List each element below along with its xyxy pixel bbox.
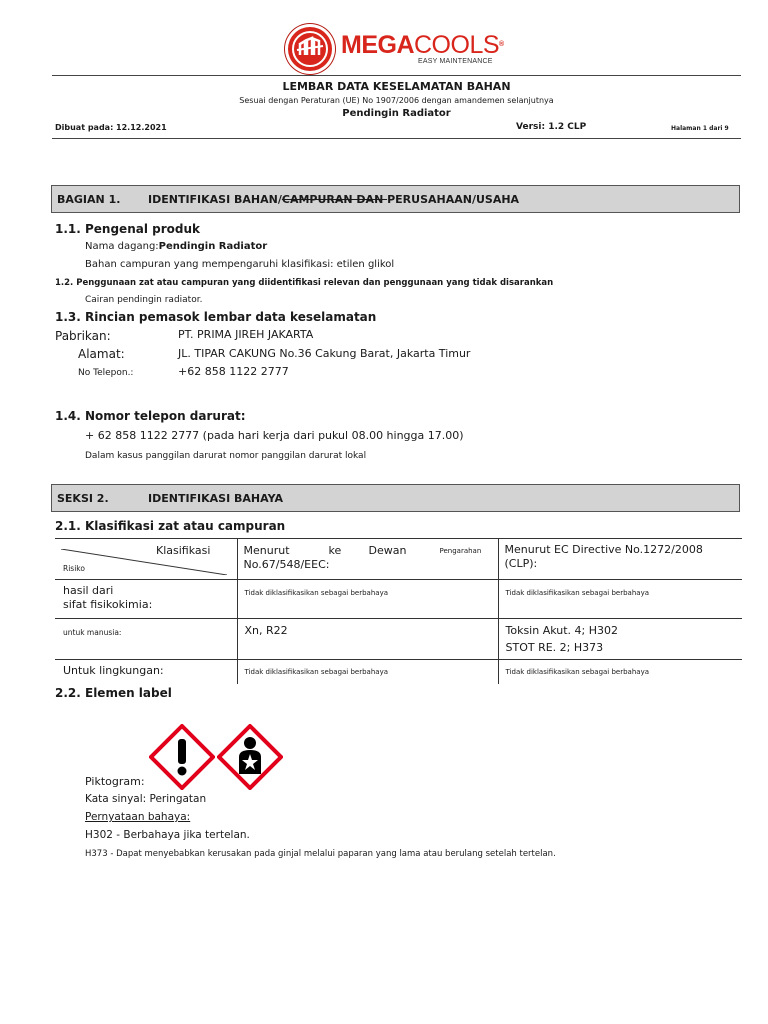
brand-name: MEGACOOLS®: [341, 31, 504, 59]
table-row: untuk manusia: Xn, R22 Toksin Akut. 4; H302 STOT RE. 2; H373: [55, 619, 742, 660]
s14-heading: 1.4. Nomor telepon darurat:: [55, 409, 246, 423]
table-head-col3: Menurut EC Directive No.1272/2008 (CLP):: [498, 539, 742, 580]
s13-heading: 1.3. Rincian pemasok lembar data keselamatan: [55, 310, 377, 324]
section-1-header: BAGIAN 1. IDENTIFIKASI BAHAN/CAMPURAN DAN PERUSAHAAN/USAHA: [51, 185, 740, 213]
section-1-title: IDENTIFIKASI BAHAN/CAMPURAN DAN PERUSAHAAN/USAHA: [148, 193, 520, 206]
hazard-statement-heading: Pernyataan bahaya:: [85, 811, 191, 823]
regulation-note: Sesuai dengan Peraturan (UE) No 1907/2006 dengan amandemen selanjutnya: [239, 96, 554, 105]
maker-value: PT. PRIMA JIREH JAKARTA: [178, 328, 314, 341]
section-2-title: IDENTIFIKASI BAHAYA: [148, 492, 284, 505]
brand-tagline: EASY MAINTENANCE: [418, 58, 493, 65]
address-label: Alamat:: [78, 347, 125, 361]
brand-logo: [285, 24, 510, 74]
header-divider-bottom: [52, 138, 741, 139]
s11-heading: 1.1. Pengenal produk: [55, 222, 200, 236]
classification-table: [55, 538, 742, 684]
header-divider-top: [52, 75, 741, 76]
s22-heading: 2.2. Elemen label: [55, 686, 172, 700]
address-value: JL. TIPAR CAKUNG No.36 Cakung Barat, Jakarta Timur: [178, 347, 471, 360]
document-title: LEMBAR DATA KESELAMATAN BAHAN: [282, 80, 511, 93]
hazard-statement-h302: H302 - Berbahaya jika tertelan.: [85, 829, 250, 841]
maker-label: Pabrikan:: [55, 329, 111, 343]
table-header-row: [55, 539, 742, 580]
exclamation-mark-icon: [149, 724, 215, 790]
pictogram-label: Piktogram:: [85, 775, 145, 788]
product-name: Pendingin Radiator: [342, 108, 451, 119]
megacools-logo-icon: [285, 24, 335, 74]
hazard-statement-h373: H373 - Dapat menyebabkan kerusakan pada ginjal melalui paparan yang lama atau berulang setelah tertelan.: [85, 849, 556, 859]
mixture-note: Bahan campuran yang mempengaruhi klasifikasi: etilen glikol: [85, 259, 395, 270]
section-2-header: SEKSI 2. IDENTIFIKASI BAHAYA: [51, 484, 740, 512]
emergency-note: Dalam kasus panggilan darurat nomor panggilan darurat lokal: [85, 451, 367, 461]
table-row: Untuk lingkungan: Tidak diklasifikasikan sebagai berbahaya Tidak diklasifikasikan sebagai berbahaya: [55, 660, 742, 685]
phone-value: +62 858 1122 2777: [178, 365, 289, 378]
version-label: Versi: 1.2 CLP: [516, 122, 587, 132]
s21-heading: 2.1. Klasifikasi zat atau campuran: [55, 519, 286, 533]
health-hazard-icon: [217, 724, 283, 790]
phone-label: No Telepon.:: [78, 368, 134, 378]
use-text: Cairan pendingin radiator.: [85, 295, 203, 305]
trade-name: Nama dagang:Pendingin Radiator: [85, 241, 268, 252]
signal-word: Kata sinyal: Peringatan: [85, 793, 207, 805]
emergency-phone: + 62 858 1122 2777 (pada hari kerja dari pukul 08.00 hingga 17.00): [85, 429, 464, 442]
page-number: Halaman 1 dari 9: [671, 125, 729, 132]
created-date: Dibuat pada: 12.12.2021: [55, 123, 167, 132]
table-head-corner: Klasifikasi Risiko: [55, 539, 237, 580]
s12-heading: 1.2. Penggunaan zat atau campuran yang diidentifikasi relevan dan penggunaan yang tidak disarankan: [55, 278, 554, 288]
table-head-col2: Menurut ke Dewan Pengarahan No.67/548/EEC:: [237, 539, 498, 580]
table-row: hasil dari sifat fisikokimia: Tidak diklasifikasikan sebagai berbahaya Tidak diklasifikasikan sebagai berbahaya: [55, 580, 742, 619]
